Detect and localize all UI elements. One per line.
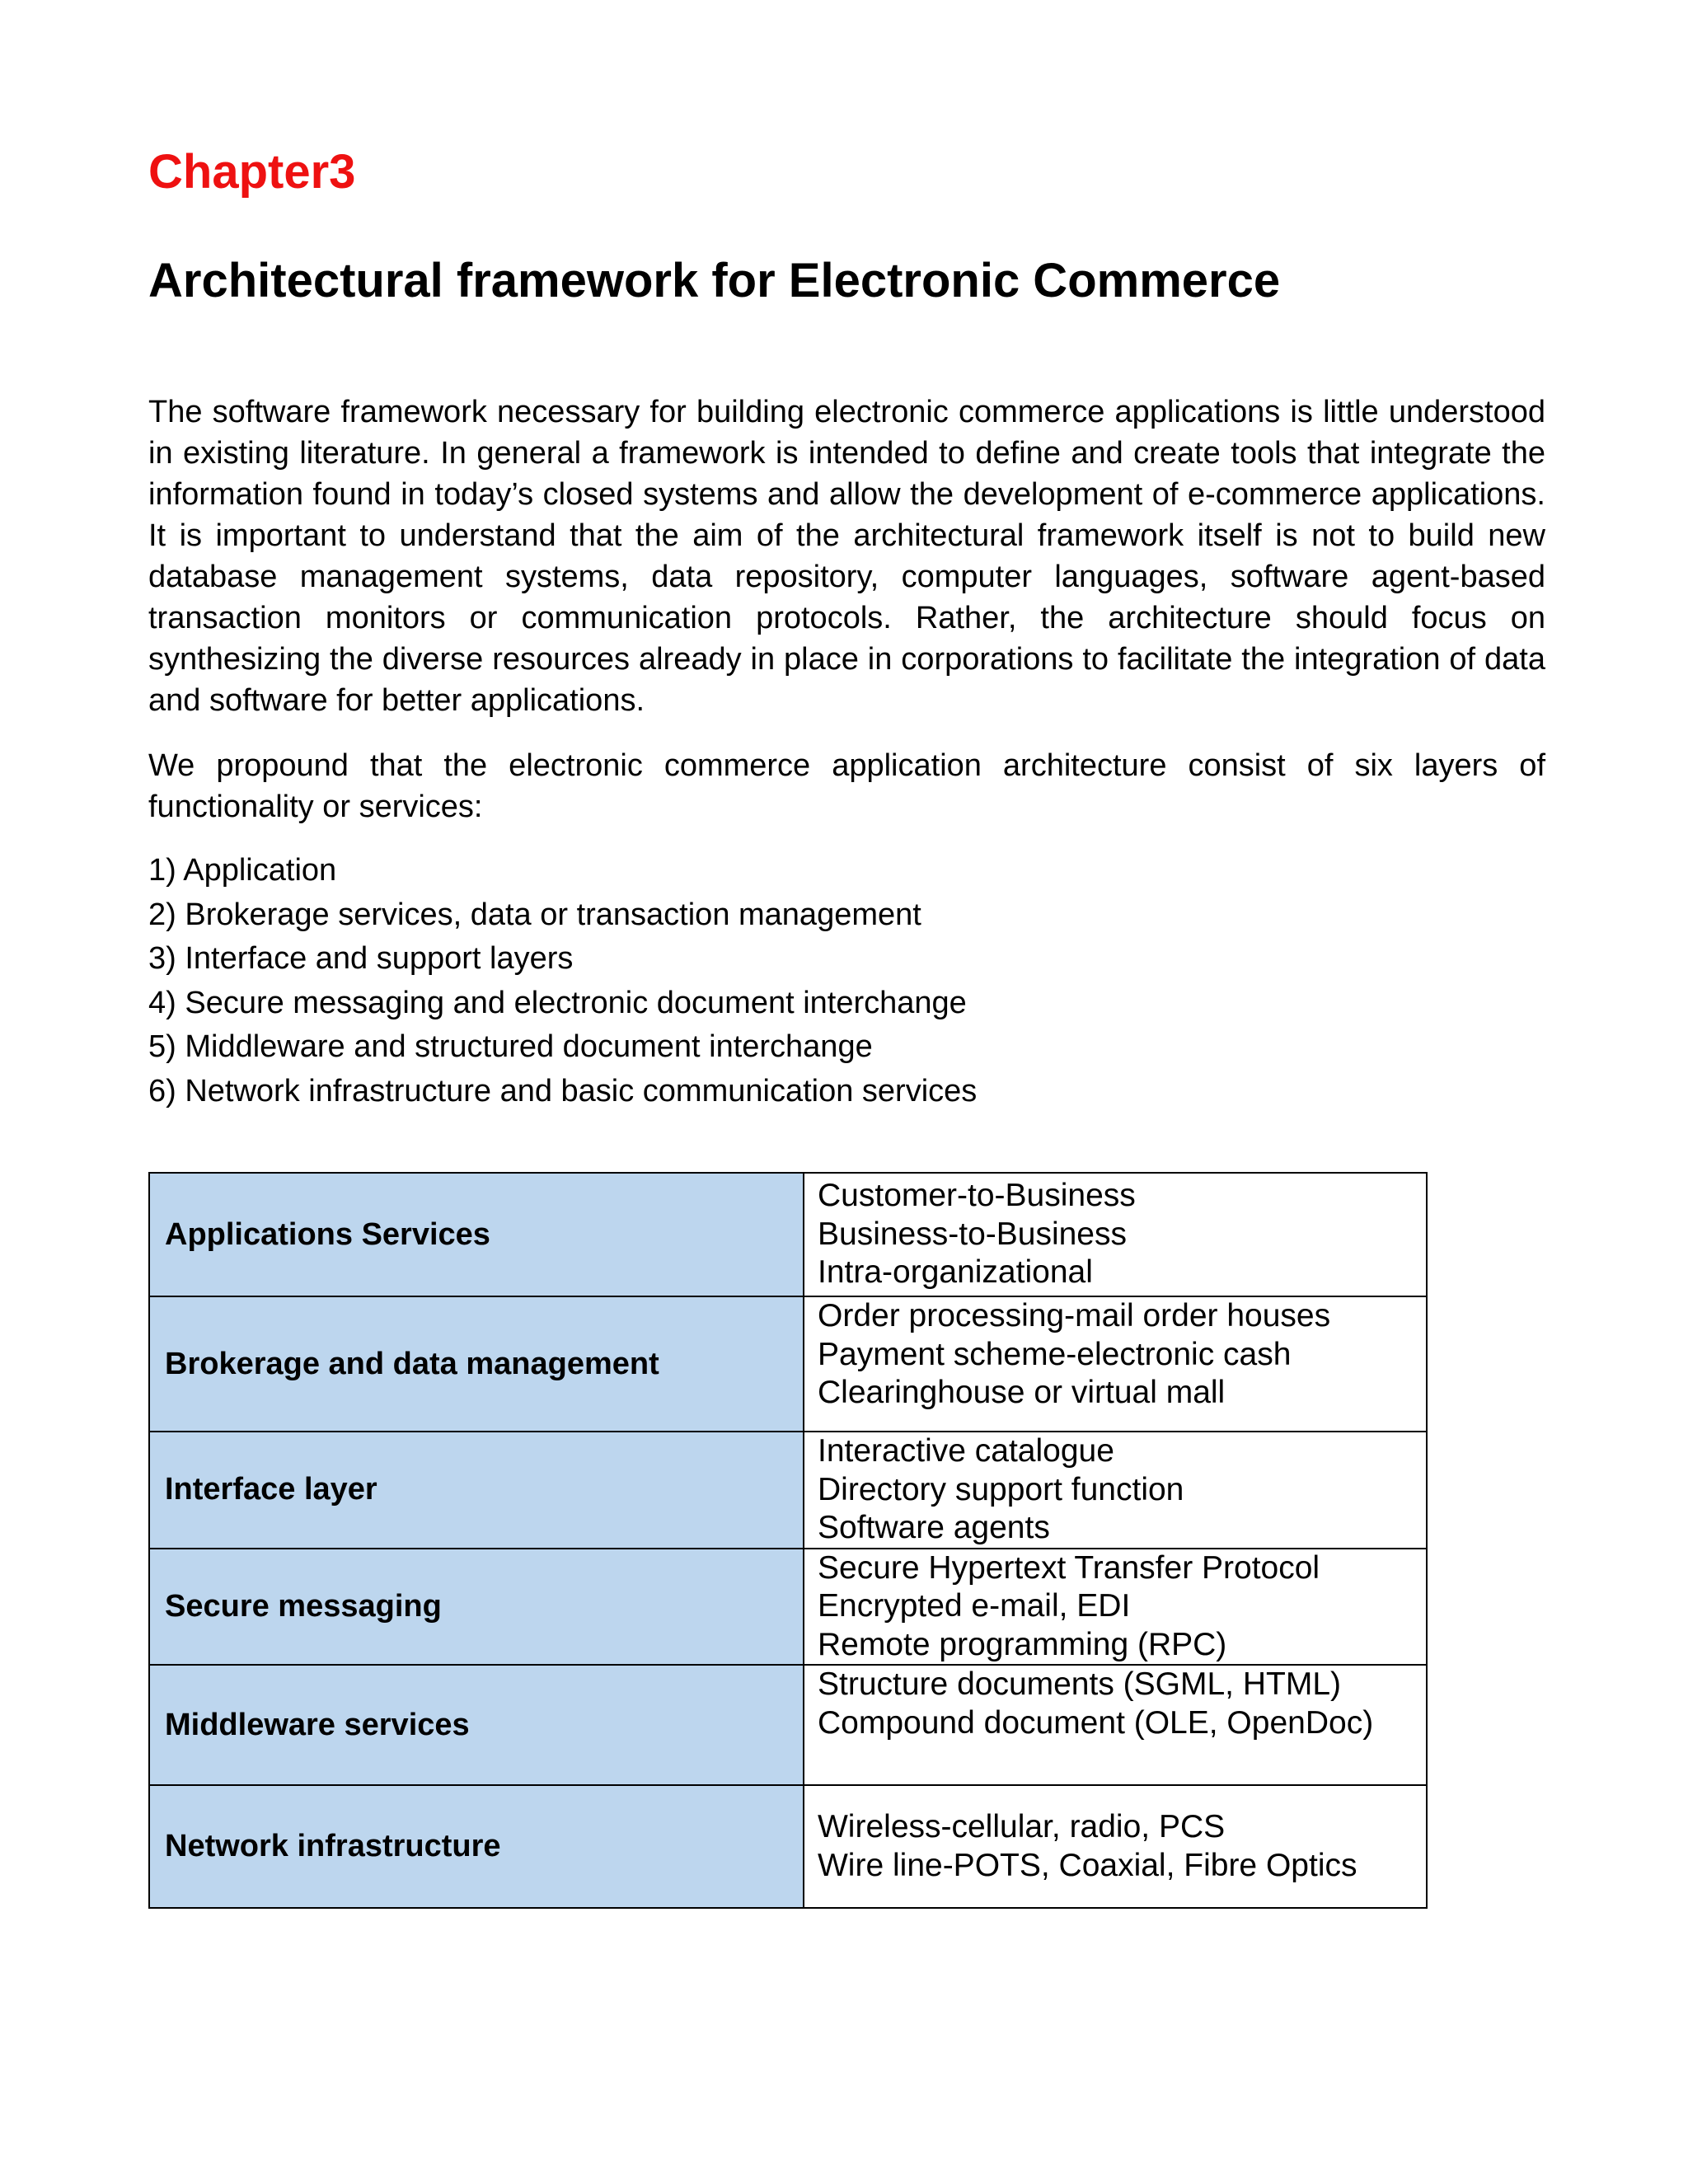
list-item: 6) Network infrastructure and basic communication services	[148, 1073, 978, 1108]
service-item: Clearinghouse or virtual mall	[818, 1375, 1226, 1410]
list-item: 1) Application	[148, 853, 337, 888]
list-item: 4) Secure messaging and electronic document interchange	[148, 985, 967, 1020]
service-item: Remote programming (RPC)	[818, 1626, 1227, 1662]
services-cell	[804, 1296, 1427, 1432]
services-cell	[804, 1173, 1427, 1296]
service-item: Order processing-mail order houses	[818, 1298, 1331, 1333]
service-item: Business-to-Business	[818, 1216, 1127, 1252]
service-item: Customer-to-Business	[818, 1178, 1136, 1214]
service-item: Wireless-cellular, radio, PCS	[818, 1809, 1226, 1844]
service-item: Structure documents (SGML, HTML)	[818, 1666, 1342, 1702]
list-item: 5) Middleware and structured document interchange	[148, 1029, 873, 1064]
table-row	[149, 1785, 1427, 1908]
table-row	[149, 1432, 1427, 1549]
chapter-heading: Chapter3	[148, 145, 356, 199]
service-item: Encrypted e-mail, EDI	[818, 1588, 1131, 1624]
layer-name-cell: Brokerage and data management	[149, 1296, 804, 1432]
intro-paragraph: The software framework necessary for building electronic commerce applications is little understood in existing literature. In general a framework is intended to define and create tools that integrate the information found in today’s closed systems and allow the development of e-commerce applications. It is important to understand that the aim of the architectural framework itself is not to build new database management systems, data repository, computer languages, software agent-based transaction monitors or communication protocols. Rather, the architecture should focus on synthesizing the diverse resources already in place in corporations to facilitate the integration of data and software for better applications.	[148, 395, 1545, 718]
list-item: 3) Interface and support layers	[148, 941, 574, 976]
table-row	[149, 1296, 1427, 1432]
table-row	[149, 1173, 1427, 1296]
layers-intro-paragraph: We propound that the electronic commerce application architecture consist of six layers of functionality or services:	[148, 748, 1545, 824]
layer-name-cell: Middleware services	[149, 1665, 804, 1785]
service-item: Payment scheme-electronic cash	[818, 1336, 1292, 1372]
list-item: 2) Brokerage services, data or transaction management	[148, 897, 921, 932]
service-item: Intra-organizational	[818, 1254, 1093, 1291]
service-item: Secure Hypertext Transfer Protocol	[818, 1549, 1320, 1586]
service-item: Compound document (OLE, OpenDoc)	[818, 1704, 1374, 1741]
layer-name-cell: Interface layer	[149, 1432, 804, 1549]
service-item: Wire line-POTS, Coaxial, Fibre Optics	[818, 1847, 1357, 1883]
table-row	[149, 1549, 1427, 1666]
table-row	[149, 1665, 1427, 1785]
services-cell	[804, 1549, 1427, 1666]
layer-name-cell: Secure messaging	[149, 1549, 804, 1666]
services-cell	[804, 1785, 1427, 1908]
services-cell	[804, 1432, 1427, 1549]
services-cell	[804, 1665, 1427, 1785]
layers-list	[148, 849, 977, 1113]
service-item: Software agents	[818, 1510, 1050, 1545]
chapter-title: Architectural framework for Electronic Commerce	[148, 254, 1281, 307]
service-item: Directory support function	[818, 1471, 1184, 1507]
architecture-table	[148, 1172, 1428, 1909]
layer-name-cell: Applications Services	[149, 1173, 804, 1296]
service-item: Interactive catalogue	[818, 1433, 1114, 1469]
layer-name-cell: Network infrastructure	[149, 1785, 804, 1908]
